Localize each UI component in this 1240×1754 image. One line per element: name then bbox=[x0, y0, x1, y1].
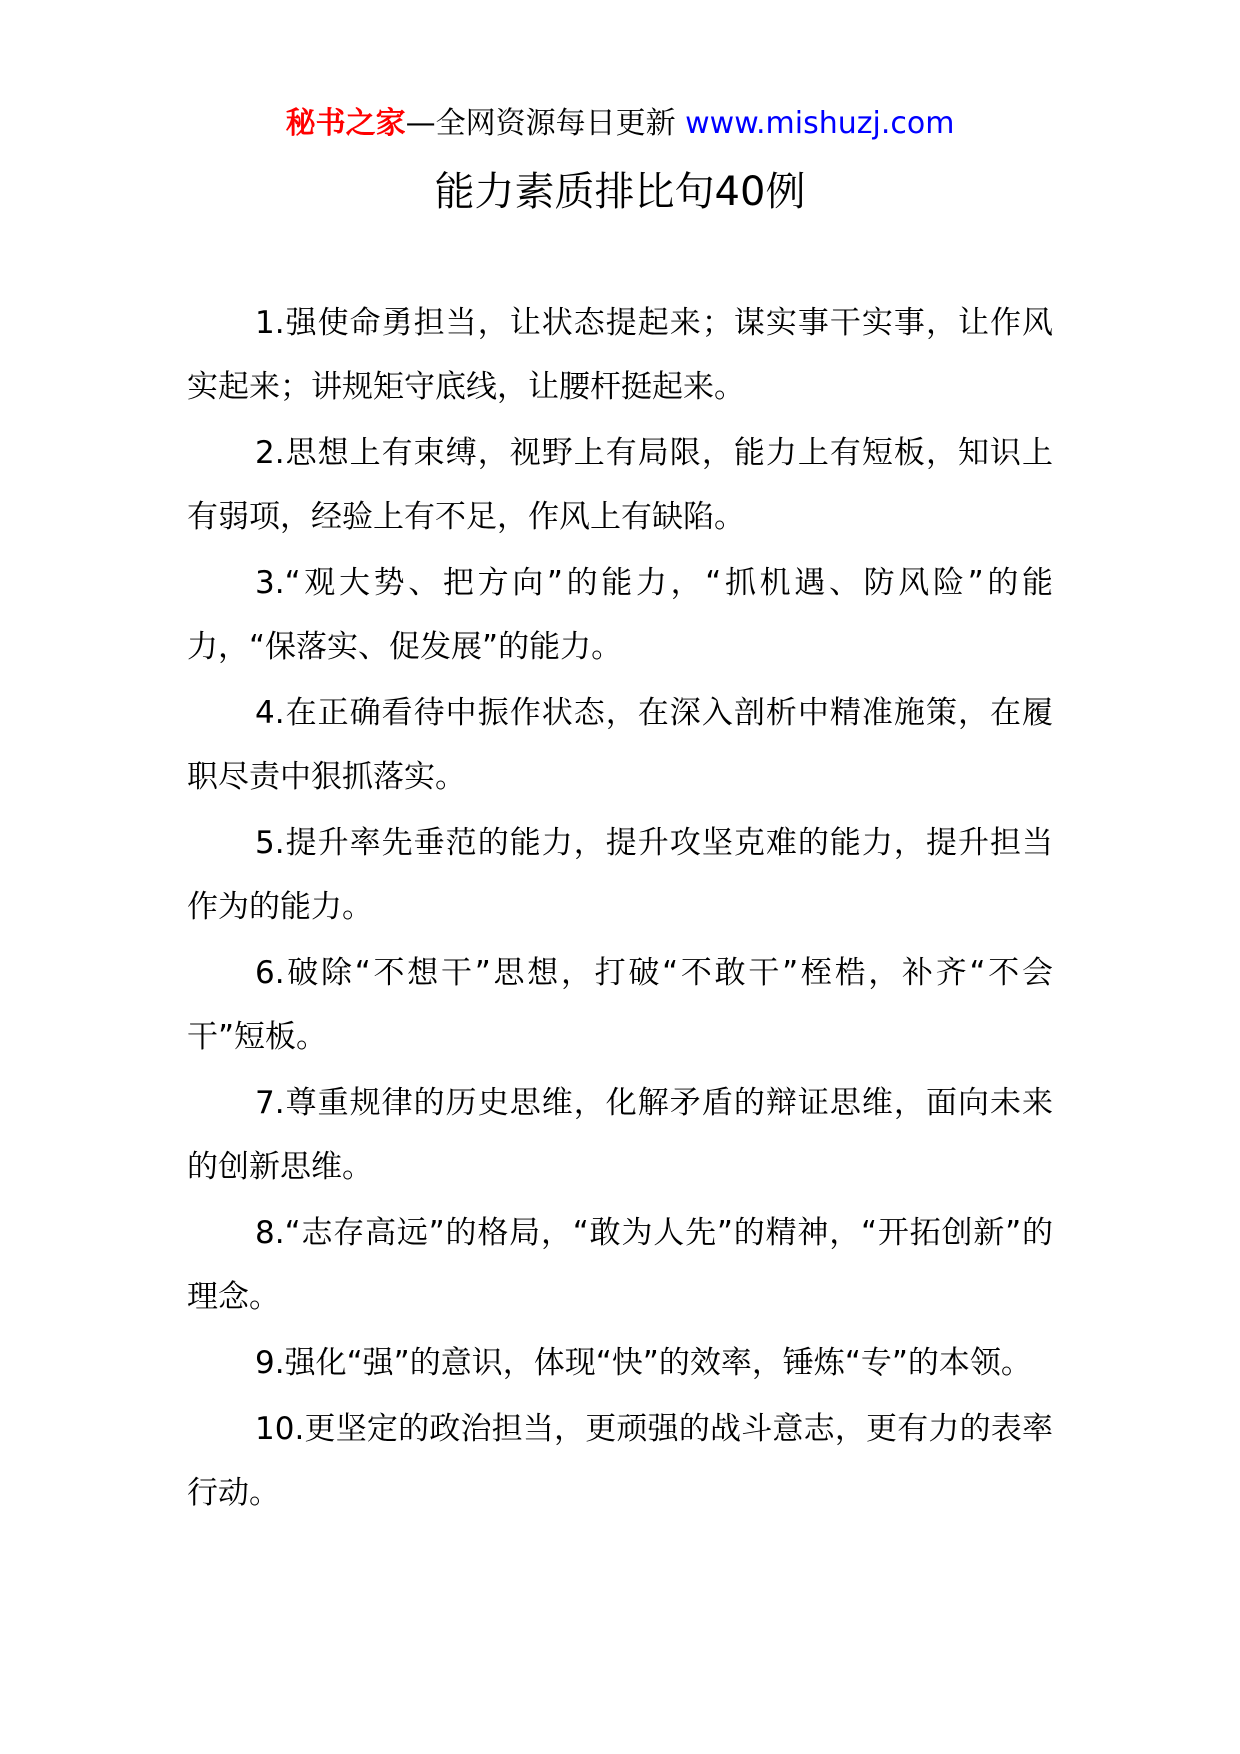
brand-name: 秘书之家 bbox=[285, 106, 406, 141]
paragraph-3: 3.“观大势、把方向”的能力，“抓机遇、防风险”的能力，“保落实、促发展”的能力。 bbox=[187, 565, 1053, 665]
paragraph-7: 7.尊重规律的历史思维，化解矛盾的辩证思维，面向未来的创新思维。 bbox=[187, 1085, 1053, 1185]
paragraph-10: 10.更坚定的政治担当，更顽强的战斗意志，更有力的表率行动。 bbox=[187, 1411, 1053, 1511]
paragraph-5: 5.提升率先垂范的能力，提升攻坚克难的能力，提升担当作为的能力。 bbox=[187, 825, 1053, 925]
paragraph-9: 9.强化“强”的意识，体现“快”的效率，锤炼“专”的本领。 bbox=[255, 1345, 1032, 1381]
paragraph-2: 2.思想上有束缚，视野上有局限，能力上有短板，知识上有弱项，经验上有不足，作风上有缺陷。 bbox=[187, 435, 1053, 535]
document-title: 能力素质排比句40例 bbox=[434, 169, 806, 215]
paragraph-8: 8.“志存高远”的格局，“敢为人先”的精神，“开拓创新”的理念。 bbox=[187, 1215, 1053, 1315]
header-tagline: —全网资源每日更新 bbox=[405, 106, 676, 141]
document-body bbox=[187, 291, 1053, 1527]
paragraph-6: 6.破除“不想干”思想，打破“不敢干”桎梏，补齐“不会干”短板。 bbox=[187, 955, 1053, 1055]
site-url: www.mishuzj.com bbox=[685, 106, 955, 141]
site-header bbox=[0, 100, 1240, 148]
paragraph-1: 1.强使命勇担当，让状态提起来；谋实事干实事，让作风实起来；讲规矩守底线，让腰杆挺起来。 bbox=[187, 305, 1053, 405]
paragraph-4: 4.在正确看待中振作状态，在深入剖析中精准施策，在履职尽责中狠抓落实。 bbox=[187, 695, 1053, 795]
